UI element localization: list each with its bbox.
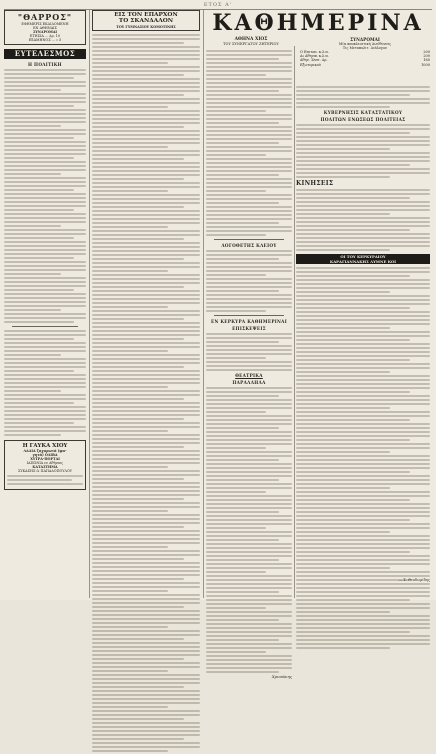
subscription-line: Τις Μεταπολιτ. Διάλογον xyxy=(342,46,388,50)
divider xyxy=(214,239,284,240)
article-body xyxy=(206,387,292,673)
article-heading: Η ΠΟΛΙΤΙΚΗ xyxy=(28,62,62,67)
subscription-title: ΣΥΝΔΡΟΜΑΙ xyxy=(350,37,380,42)
divider xyxy=(12,326,78,327)
tharros-line: ΕΦΗΜΕΡΙΣ ΕΚΔΙΔΟΜΕΝΗ xyxy=(21,22,69,26)
article-heading: ΚΥΒΕΡΝΗΣΙΣ ΚΑΤΑΣΤΑΤΙΚΟΥ xyxy=(323,110,403,115)
price-value: 1000 xyxy=(421,62,430,67)
article-heading: ΛΟΓΟΘΕΤΗΣ ΚΛΕΙΟΥ xyxy=(221,243,277,248)
headline-line: ΕΙΣ ΤΟΝ ΕΠΑΡΧΟΝ xyxy=(114,12,178,18)
folio: ΕΤΟΣ Α' xyxy=(203,2,233,8)
column-2 xyxy=(92,10,200,754)
article-body xyxy=(296,267,430,649)
headline-line: ΤΟ ΣΚΑΝΔΑΛΟΝ xyxy=(118,18,174,25)
article-body xyxy=(206,333,292,371)
article-signature: — Σ. Θεοδωρίδης xyxy=(398,578,430,582)
price-label: Ο Επιτοπ. κ.λ.π. xyxy=(300,50,329,54)
section-heading: ΚΙΝΗΣΕΙΣ xyxy=(296,180,334,187)
tharros-line: ΕΞΑΜΗΝΟΣ ... » 5 xyxy=(28,38,62,42)
subhead-subtitle: ΤΟΥ ΣΥΝΕΡΓΑΤΟΥ ΖΗΤΕΡΙΟΥ xyxy=(223,42,279,46)
ad-line: ΛΑΔΙΑ ζαχαρωτά (φα- xyxy=(23,449,67,453)
ad-line: ΧΥΤΡΑ-ΠΟΡΤΑΙ xyxy=(30,457,60,461)
tharros-line: ΕΤΗΣΙΑ ... Δρ. 10 xyxy=(29,34,61,38)
subscription-line: Μία αποκλειστική Διεύθυνσις xyxy=(338,42,392,46)
headline-line: ΤΟΥ ΓΥΜΝΑΣΙΟΥ ΚΟΜΟΤΙΝΗΣ xyxy=(116,24,176,29)
column-3-subhead xyxy=(206,37,296,46)
price-value: 200 xyxy=(423,50,430,54)
ad-line: ΣΥΚΑΣΗΣ & ΠΑΠΑΔΟΠΟΥΛΟΥ xyxy=(17,469,73,473)
banner xyxy=(296,254,430,264)
subhead-title: ΑΘΗΝΑ ΧΙΟΣ xyxy=(234,37,268,42)
article-signature: Χρυσάνης xyxy=(271,674,292,679)
banner-line: ΚΑΡΑΓΙΑΝΝΑΚΗΣ ΛΥΜΝΕ ΚΟΙ xyxy=(329,259,397,264)
tharros-line: ΣΥΝΔΡΟΜΑΙ xyxy=(32,30,58,34)
column-rule xyxy=(294,46,295,598)
tharros-line: ΕΝ ΑΘΗΝΑΙΣ xyxy=(33,26,57,30)
article-body xyxy=(296,124,430,178)
article-heading: ΕΠΙΣΚΕΨΕΙΣ xyxy=(232,326,266,331)
ad-line: ΙΑΠΩΝΙΑ εν Αθήναις xyxy=(26,461,64,465)
article-body xyxy=(92,34,200,752)
article-heading: ΠΑΡΑΛΛΗΛΑ xyxy=(232,380,266,385)
price-label: Εξωτερικού xyxy=(300,62,321,67)
article-body xyxy=(206,250,292,312)
article-body xyxy=(206,50,292,236)
tharros-box xyxy=(4,10,86,45)
article-body xyxy=(296,86,430,108)
ad-line: ΚΑΤΑΣΤΗΜΑ xyxy=(32,465,58,469)
banner-line: ΟΙ ΤΟΥ ΚΕΡΚΥΡΑΙΟΥ xyxy=(340,254,386,259)
article-body xyxy=(4,69,86,323)
column-4 xyxy=(296,84,430,651)
section-label: ΕΥΤΕΛΕΣΜΟΣ xyxy=(4,49,86,59)
column-1 xyxy=(4,10,86,490)
divider xyxy=(214,315,284,316)
price-label: Αθην. Σεπτ. Δρ. xyxy=(300,58,328,63)
ad-title: Η ΓΑΥΚΑ ΧΙΟΥ xyxy=(22,443,68,449)
article-heading: ΠΟΛΙΤΩΝ ΕΝΩΣΕΩΣ ΠΟΛΙΤΕΙΑΣ xyxy=(320,117,406,122)
price-value: 160 xyxy=(423,58,430,63)
article-body xyxy=(296,189,430,251)
tharros-title: "ΘΑΡΡΟΣ" xyxy=(17,12,73,22)
article-heading: ΕΝ ΚΕΡΚΥΡΑ ΚΑΘΗΜΕΡΙΝΑΙ xyxy=(210,319,287,324)
article-body xyxy=(4,330,86,436)
ad-line: γητά) ΟΛΙΒΑ xyxy=(32,453,58,457)
subscription-box xyxy=(300,37,430,67)
price-label: Αι Αθηναι κ.λ.π. xyxy=(300,54,329,59)
masthead-title: ΚΑΘΗΜΕΡΙΝΑ xyxy=(212,10,424,36)
headline-box xyxy=(92,10,200,31)
price-value: 200 xyxy=(423,54,430,59)
advertisement xyxy=(4,440,86,490)
column-3 xyxy=(206,48,292,679)
column-rule xyxy=(203,10,204,598)
price-row xyxy=(300,63,430,67)
column-rule xyxy=(89,10,90,598)
section-heading: ΘΕΑΤΡΙΚΑ xyxy=(235,373,263,378)
